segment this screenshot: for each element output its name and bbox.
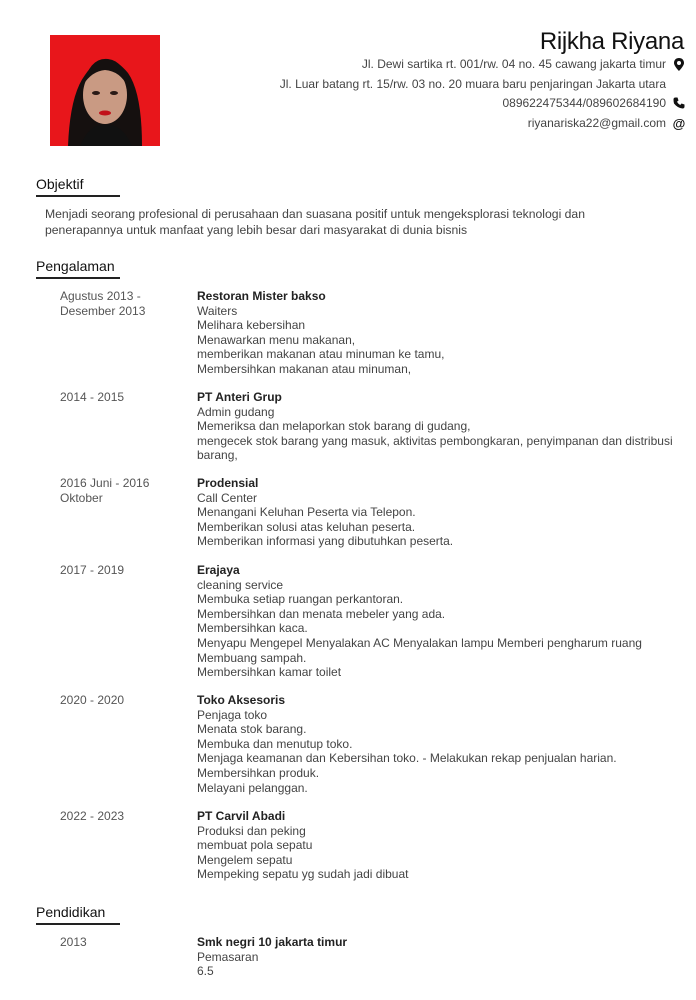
entry-grade: 6.5 xyxy=(197,964,214,979)
entry-task: Membersihkan kaca. xyxy=(197,621,308,636)
entry-task: Menyapu Mengepel Menyalakan AC Menyalakan lampu Memberi pengharum ruang xyxy=(197,635,642,650)
candidate-name: Rijkha Riyana xyxy=(539,28,684,55)
objective-title: Objektif xyxy=(36,176,84,192)
entry-task: membuat pola sepatu xyxy=(197,838,313,853)
entry-org: Smk negri 10 jakarta timur xyxy=(197,935,348,949)
entry-body xyxy=(197,693,677,795)
entry-org: Erajaya xyxy=(197,563,240,577)
entry-date: 2022 - 2023 xyxy=(60,809,125,823)
entry-task: Membersihkan kamar toilet xyxy=(197,665,342,680)
entry-org: PT Carvil Abadi xyxy=(197,809,286,823)
objective-text: Menjadi seorang profesional di perusahaan dan suasana positif untuk mengeksplorasi teknologi dan penerapannya untuk manfaat yang lebih besar dari masyarakat di dunia bisnis xyxy=(45,207,585,237)
entry-body xyxy=(197,935,677,979)
entry-task: memberikan makanan atau minuman ke tamu, xyxy=(197,347,445,362)
entry-date: 2014 - 2015 xyxy=(60,390,125,404)
entry-org: PT Anteri Grup xyxy=(197,390,282,404)
entry-task: Membersihkan dan menata mebeler yang ada. xyxy=(197,606,446,621)
entry-task: Menangani Keluhan Peserta via Telepon. xyxy=(197,505,416,520)
entry-task: Memberikan solusi atas keluhan peserta. xyxy=(197,519,416,534)
entry-task: Memberikan informasi yang dibutuhkan peserta. xyxy=(197,534,454,549)
entry-task: mengecek stok barang yang masuk, aktivitas pembongkaran, penyimpanan dan distribusi barang, xyxy=(197,433,673,463)
entry-task: Menata stok barang. xyxy=(197,722,307,737)
entry-role: Produksi dan peking xyxy=(197,823,306,838)
entry-date: Agustus 2013 - Desember 2013 xyxy=(60,289,146,318)
entry-body xyxy=(197,289,677,377)
phone-icon xyxy=(672,96,686,110)
entry-role: Waiters xyxy=(197,303,238,318)
entry-role: Pemasaran xyxy=(197,949,259,964)
education-title: Pendidikan xyxy=(36,904,106,920)
entry-task: Melayani pelanggan. xyxy=(197,780,308,795)
entry-body xyxy=(197,563,677,680)
entry-date: 2013 xyxy=(60,935,87,949)
address-2-text: Jl. Luar batang rt. 15/rw. 03 no. 20 muara baru penjaringan Jakarta utara xyxy=(279,77,666,91)
objective-underline xyxy=(36,195,120,197)
entry-task: Membuang sampah. xyxy=(197,650,307,665)
entry-task: Mempeking sepatu yg sudah jadi dibuat xyxy=(197,867,409,882)
entry-date: 2020 - 2020 xyxy=(60,693,125,707)
contact-address-1 xyxy=(362,57,686,71)
entry-task: Melihara kebersihan xyxy=(197,318,306,333)
entry-org: Prodensial xyxy=(197,476,259,490)
phone-text: 089622475344/089602684190 xyxy=(502,96,666,110)
contact-phone xyxy=(502,96,686,110)
entry-role: Call Center xyxy=(197,490,258,505)
contact-email xyxy=(528,116,686,130)
experience-title: Pengalaman xyxy=(36,258,115,274)
entry-org: Toko Aksesoris xyxy=(197,693,286,707)
entry-task: Membuka dan menutup toko. xyxy=(197,736,353,751)
location-icon xyxy=(672,57,686,71)
entry-role: Admin gudang xyxy=(197,404,275,419)
at-icon: @ xyxy=(672,115,686,131)
email-text: riyanariska22@gmail.com xyxy=(527,116,666,130)
entry-task: Membersihkan produk. xyxy=(197,765,320,780)
entry-task: Membuka setiap ruangan perkantoran. xyxy=(197,592,404,607)
contact-address-2 xyxy=(280,77,666,91)
address-1-text: Jl. Dewi sartika rt. 001/rw. 04 no. 45 cawang jakarta timur xyxy=(361,57,666,71)
entry-body xyxy=(197,809,677,882)
entry-body xyxy=(197,390,677,463)
entry-role: cleaning service xyxy=(197,577,284,592)
entry-date: 2016 Juni - 2016 Oktober xyxy=(60,476,150,505)
entry-body xyxy=(197,476,677,549)
experience-underline xyxy=(36,277,120,279)
entry-task: Menawarkan menu makanan, xyxy=(197,332,356,347)
entry-date: 2017 - 2019 xyxy=(60,563,125,577)
entry-task: Mengelem sepatu xyxy=(197,852,293,867)
entry-role: Penjaga toko xyxy=(197,707,268,722)
entry-task: Menjaga keamanan dan Kebersihan toko. - Melakukan rekap penjualan harian. xyxy=(197,751,617,766)
education-underline xyxy=(36,923,120,925)
profile-photo xyxy=(50,35,160,146)
entry-task: Memeriksa dan melaporkan stok barang di gudang, xyxy=(197,419,471,434)
entry-org: Restoran Mister bakso xyxy=(197,289,326,303)
entry-task: Membersihkan makanan atau minuman, xyxy=(197,361,412,376)
